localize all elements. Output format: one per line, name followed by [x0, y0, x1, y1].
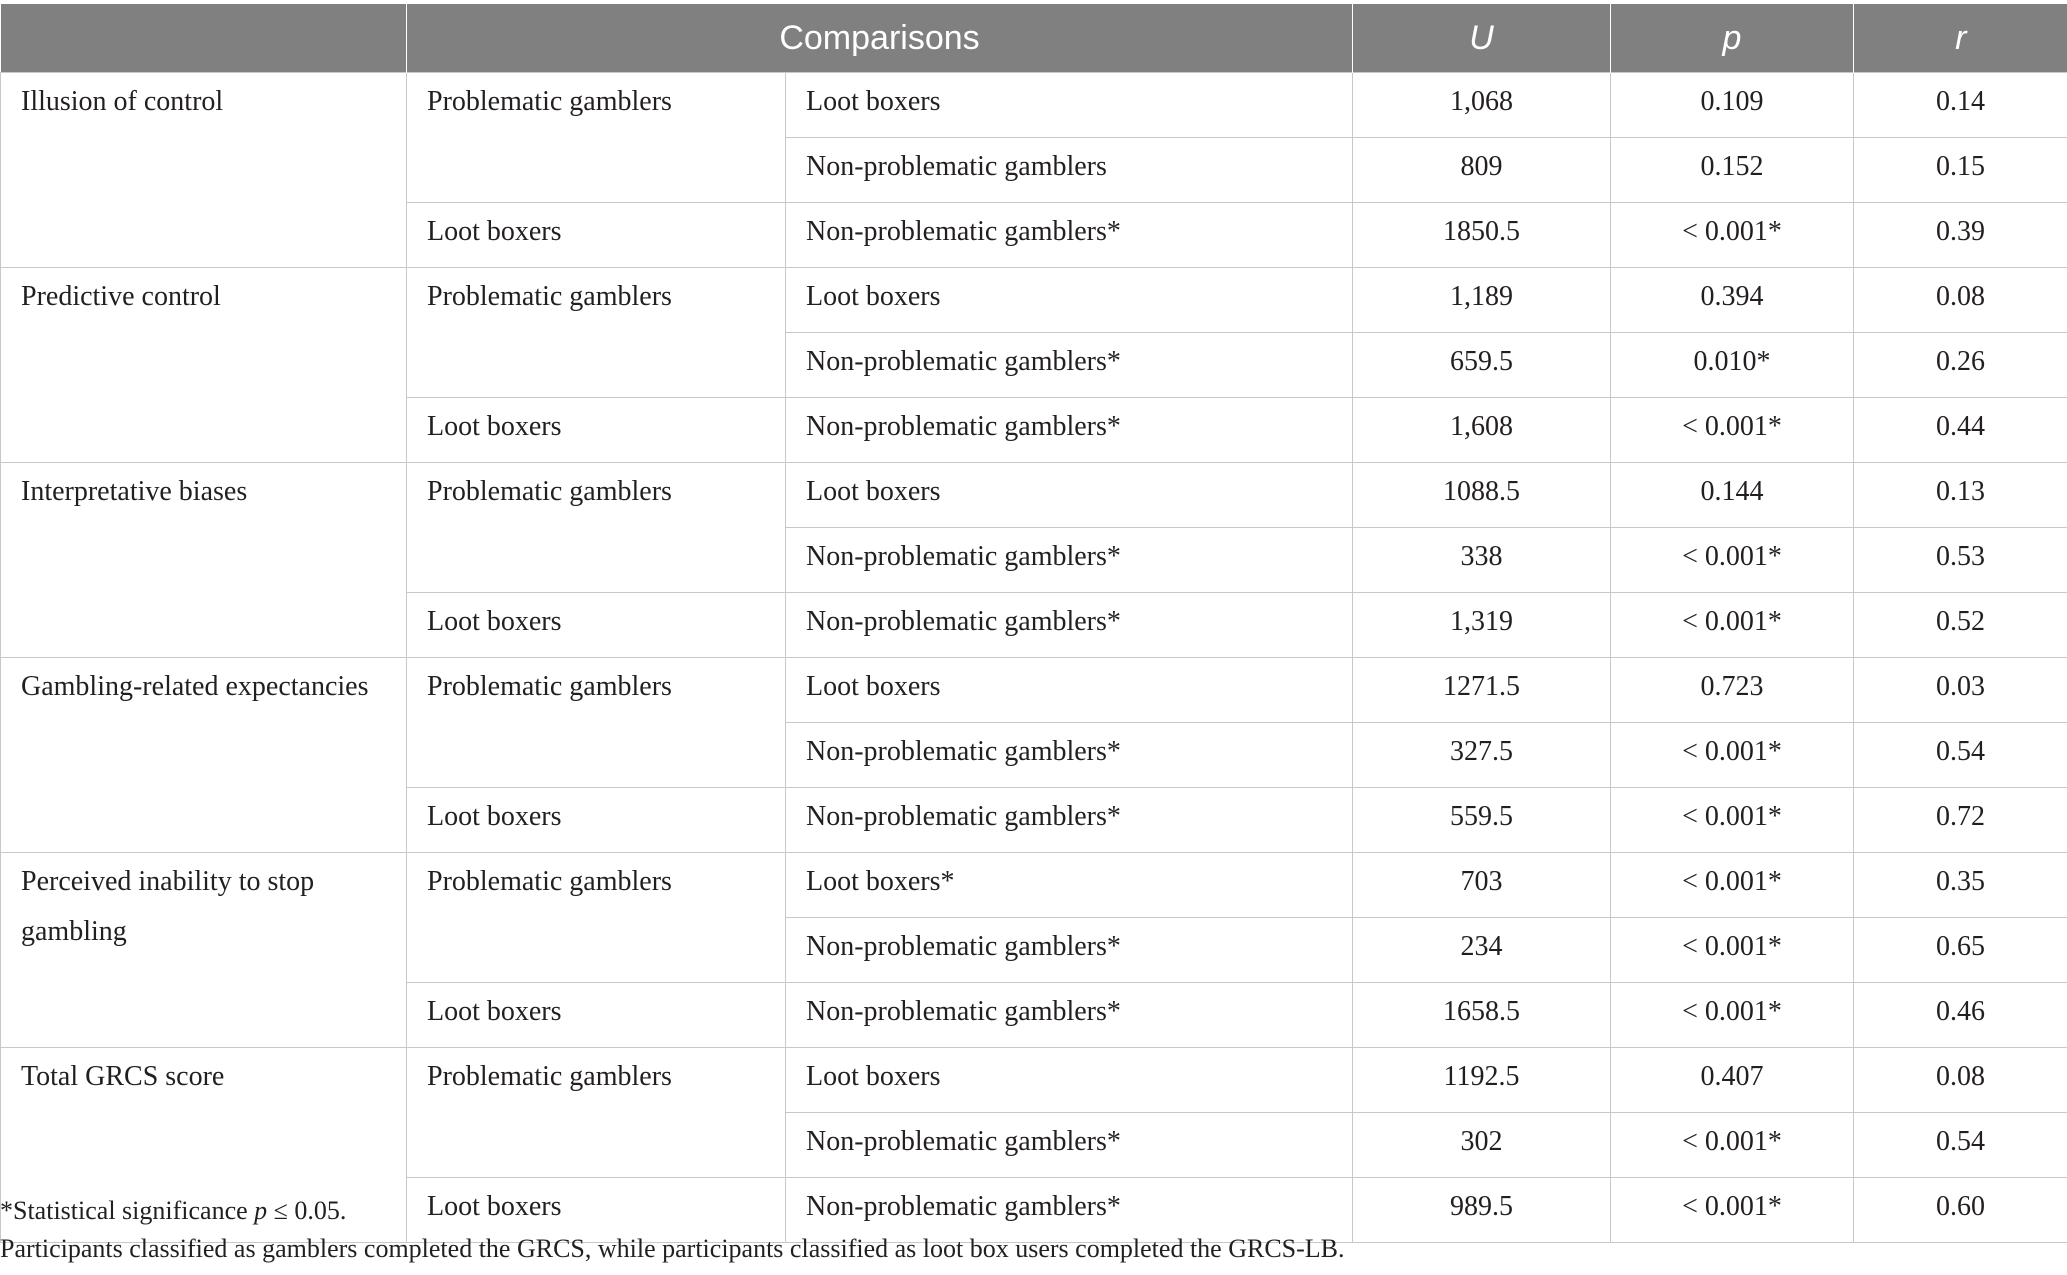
- header-p: p: [1611, 4, 1854, 73]
- header-comparisons: Comparisons: [407, 4, 1353, 73]
- group2-cell: Loot boxers: [786, 73, 1353, 138]
- table-container: [0, 4, 2067, 1243]
- table-notes: [0, 1192, 1345, 1268]
- p-value-cell: < 0.001*: [1611, 788, 1854, 853]
- u-value-cell: 1,608: [1353, 398, 1611, 463]
- u-value-cell: 1088.5: [1353, 463, 1611, 528]
- participants-note: Participants classified as gamblers completed the GRCS, while participants classified as loot box users completed the GRCS-LB.: [0, 1234, 1345, 1263]
- table-header: [1, 4, 2067, 73]
- r-value-cell: 0.54: [1854, 723, 2067, 788]
- measure-cell: [1, 268, 407, 463]
- p-value-cell: 0.407: [1611, 1048, 1854, 1113]
- measure-cell: [1, 658, 407, 853]
- r-value-cell: 0.08: [1854, 1048, 2067, 1113]
- r-value-cell: 0.14: [1854, 73, 2067, 138]
- group2-cell: Non-problematic gamblers*: [786, 333, 1353, 398]
- u-value-cell: 659.5: [1353, 333, 1611, 398]
- group2-cell: Non-problematic gamblers*: [786, 398, 1353, 463]
- r-value-cell: 0.44: [1854, 398, 2067, 463]
- r-value-cell: 0.52: [1854, 593, 2067, 658]
- p-value-cell: 0.109: [1611, 73, 1854, 138]
- u-value-cell: 327.5: [1353, 723, 1611, 788]
- measure-label: Total GRCS score: [21, 1061, 225, 1092]
- measure-label: Gambling-related expectancies: [21, 671, 369, 702]
- group1-cell: Problematic gamblers: [407, 1048, 786, 1178]
- u-value-cell: 1271.5: [1353, 658, 1611, 723]
- header-empty-cell: [1, 4, 407, 73]
- r-value-cell: 0.08: [1854, 268, 2067, 333]
- table-row: [1, 268, 2067, 333]
- table-body: [1, 73, 2067, 1243]
- p-value-cell: < 0.001*: [1611, 723, 1854, 788]
- group2-cell: Non-problematic gamblers*: [786, 723, 1353, 788]
- group1-cell: Problematic gamblers: [407, 853, 786, 983]
- p-value-cell: < 0.001*: [1611, 1178, 1854, 1243]
- table-row: [1, 73, 2067, 138]
- p-value-cell: 0.144: [1611, 463, 1854, 528]
- table-row: [1, 463, 2067, 528]
- p-value-cell: < 0.001*: [1611, 593, 1854, 658]
- group2-cell: Non-problematic gamblers*: [786, 918, 1353, 983]
- header-row: [1, 4, 2067, 73]
- group2-cell: Non-problematic gamblers*: [786, 593, 1353, 658]
- p-value-cell: < 0.001*: [1611, 918, 1854, 983]
- group2-cell: Loot boxers: [786, 268, 1353, 333]
- group1-cell: Loot boxers: [407, 398, 786, 463]
- group1-cell: Problematic gamblers: [407, 658, 786, 788]
- u-value-cell: 1,068: [1353, 73, 1611, 138]
- table-row: [1, 853, 2067, 918]
- significance-note: *Statistical significance p ≤ 0.05.: [0, 1196, 347, 1225]
- r-value-cell: 0.46: [1854, 983, 2067, 1048]
- r-value-cell: 0.54: [1854, 1113, 2067, 1178]
- group2-cell: Loot boxers: [786, 463, 1353, 528]
- group1-cell: Problematic gamblers: [407, 463, 786, 593]
- table-row: [1, 1048, 2067, 1113]
- r-value-cell: 0.60: [1854, 1178, 2067, 1243]
- p-value-cell: 0.010*: [1611, 333, 1854, 398]
- u-value-cell: 1,319: [1353, 593, 1611, 658]
- group2-cell: Non-problematic gamblers*: [786, 788, 1353, 853]
- comparisons-table: [0, 4, 2067, 1243]
- group2-cell: Non-problematic gamblers: [786, 138, 1353, 203]
- p-value-cell: < 0.001*: [1611, 1113, 1854, 1178]
- group2-cell: Non-problematic gamblers*: [786, 983, 1353, 1048]
- u-value-cell: 989.5: [1353, 1178, 1611, 1243]
- measure-label: Perceived inability to stop gambling: [21, 866, 315, 947]
- u-value-cell: 809: [1353, 138, 1611, 203]
- measure-label: Predictive control: [21, 281, 221, 312]
- u-value-cell: 234: [1353, 918, 1611, 983]
- p-value-cell: 0.152: [1611, 138, 1854, 203]
- measure-cell: [1, 853, 407, 1048]
- r-value-cell: 0.26: [1854, 333, 2067, 398]
- r-value-cell: 0.39: [1854, 203, 2067, 268]
- group2-cell: Loot boxers: [786, 658, 1353, 723]
- u-value-cell: 302: [1353, 1113, 1611, 1178]
- u-value-cell: 1192.5: [1353, 1048, 1611, 1113]
- header-r: r: [1854, 4, 2067, 73]
- group1-cell: Loot boxers: [407, 788, 786, 853]
- u-value-cell: 1,189: [1353, 268, 1611, 333]
- group1-cell: Problematic gamblers: [407, 268, 786, 398]
- measure-label: Illusion of control: [21, 86, 224, 117]
- group2-cell: Non-problematic gamblers*: [786, 528, 1353, 593]
- r-value-cell: 0.03: [1854, 658, 2067, 723]
- group2-cell: Non-problematic gamblers*: [786, 203, 1353, 268]
- measure-label: Interpretative biases: [21, 476, 248, 507]
- r-value-cell: 0.65: [1854, 918, 2067, 983]
- u-value-cell: 703: [1353, 853, 1611, 918]
- p-value-cell: < 0.001*: [1611, 203, 1854, 268]
- r-value-cell: 0.72: [1854, 788, 2067, 853]
- group2-cell: Non-problematic gamblers*: [786, 1113, 1353, 1178]
- u-value-cell: 1658.5: [1353, 983, 1611, 1048]
- measure-cell: [1, 463, 407, 658]
- group1-cell: Problematic gamblers: [407, 73, 786, 203]
- p-value-cell: < 0.001*: [1611, 528, 1854, 593]
- group2-cell: Loot boxers: [786, 1048, 1353, 1113]
- group1-cell: Loot boxers: [407, 593, 786, 658]
- r-value-cell: 0.53: [1854, 528, 2067, 593]
- group1-cell: Loot boxers: [407, 983, 786, 1048]
- table-row: [1, 658, 2067, 723]
- header-u: U: [1353, 4, 1611, 73]
- group1-cell: Loot boxers: [407, 203, 786, 268]
- r-value-cell: 0.35: [1854, 853, 2067, 918]
- r-value-cell: 0.15: [1854, 138, 2067, 203]
- r-value-cell: 0.13: [1854, 463, 2067, 528]
- group2-cell: Loot boxers*: [786, 853, 1353, 918]
- p-value-cell: 0.723: [1611, 658, 1854, 723]
- u-value-cell: 338: [1353, 528, 1611, 593]
- u-value-cell: 1850.5: [1353, 203, 1611, 268]
- p-value-cell: < 0.001*: [1611, 398, 1854, 463]
- p-value-cell: < 0.001*: [1611, 853, 1854, 918]
- group1-cell: Loot boxers: [407, 1178, 786, 1243]
- p-value-cell: < 0.001*: [1611, 983, 1854, 1048]
- u-value-cell: 559.5: [1353, 788, 1611, 853]
- group2-cell: Non-problematic gamblers*: [786, 1178, 1353, 1243]
- measure-cell: [1, 73, 407, 268]
- p-value-cell: 0.394: [1611, 268, 1854, 333]
